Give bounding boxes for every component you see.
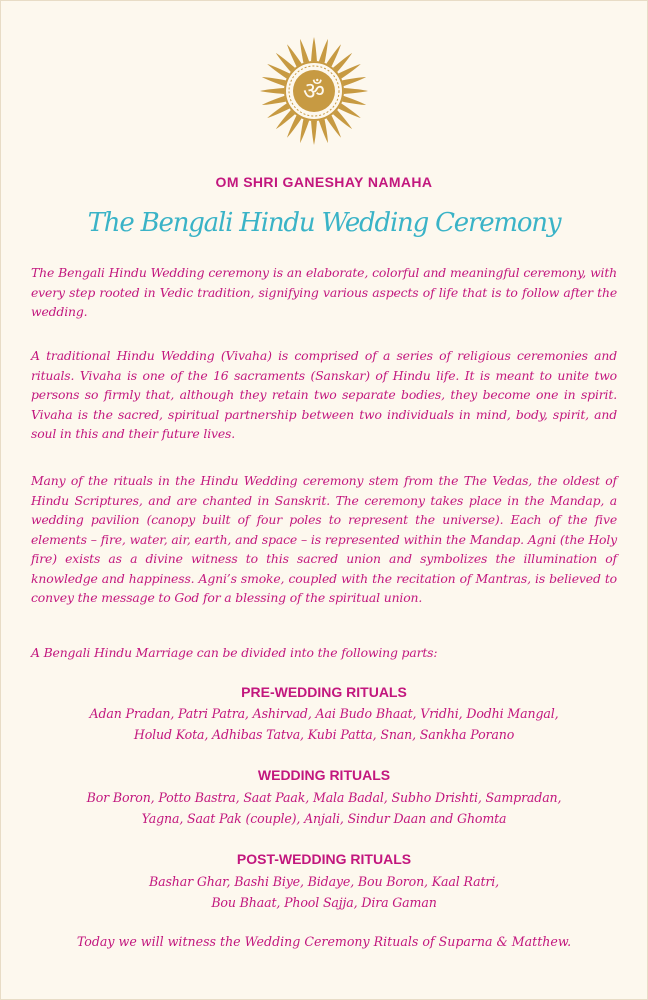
section-heading-wedding: WEDDING RITUALS [257,767,391,783]
paragraph-intro: The Bengali Hindu Wedding ceremony is an elaborate, colorful and meaningful ceremony, with every step rooted in Vedic tradition, signifying various aspects of life that is to follow after the wedding. [31,265,617,319]
ritual-line: Bou Bhaat, Phool Sajja, Dira Gaman [211,894,437,910]
section-items-pre-wedding [30,704,618,745]
sun-ray [311,37,317,61]
sun-ray [300,39,309,63]
svg-text:ॐ: ॐ [303,77,325,105]
ritual-line: Holud Kota, Adhibas Tatva, Kubi Patta, Snan, Sankha Porano [133,726,515,742]
section-heading-pre-wedding: PRE-WEDDING RITUALS [241,684,407,700]
sun-ray [300,119,309,143]
sun-ray [319,119,328,143]
sun-ray [319,39,328,63]
section-items-wedding [30,788,618,829]
ritual-line: Bashar Ghar, Bashi Biye, Bidaye, Bou Boron, Kaal Ratri, [149,874,499,889]
ritual-line: Bor Boron, Potto Bastra, Saat Paak, Mala Badal, Subho Drishti, Sampradan, [86,790,562,805]
sun-ray [311,121,317,145]
section-items-post-wedding [30,872,618,913]
om-sun-icon [259,36,369,146]
ritual-line: Yagna, Saat Pak (couple), Anjali, Sindur Daan and Ghomta [141,810,507,826]
sun-ray [342,77,366,86]
sun-ray [262,96,286,105]
sun-ray [260,88,284,94]
sun-ray [344,88,368,94]
invocation-heading: OM SHRI GANESHAY NAMAHA [215,174,433,190]
paragraph-vedas: Many of the rituals in the Hindu Wedding ceremony stem from the The Vedas, the oldest of Hindu Scriptures, and are chanted in Sanskrit. The ceremony takes place in the Mandap, a wedding pavilion (canopy built of four poles to represent the universe). Each of the five elements – fire, water, air, earth, and space – is represented within the Mandap. Agni (the Holy fire) exists as a divine witness to this sacred union and symbolizes the illumination of knowledge and happiness. Agni’s smoke, coupled with the recitation of Mantras, is believed to convey the message to God for a blessing of the spiritual union. [31,473,617,605]
paragraph-vivaha: A traditional Hindu Wedding (Vivaha) is comprised of a series of religious ceremonies and rituals. Vivaha is one of the 16 sacraments (Sanskar) of Hindu life. It is meant to unite two persons so firmly that, although they retain two separate bodies, they become one in spirit. Vivaha is the sacred, spiritual partnership between two individuals in mind, body, spirit, and soul in this and their future lives. [31,348,617,441]
ritual-line: Adan Pradan, Patri Patra, Ashirvad, Aai Budo Bhaat, Vridhi, Dodhi Mangal, [89,706,559,721]
sun-ray [262,77,286,86]
page-title: The Bengali Hindu Wedding Ceremony [87,208,561,238]
paragraph-parts: A Bengali Hindu Marriage can be divided into the following parts: [31,645,438,660]
closing-line: Today we will witness the Wedding Ceremony Rituals of Suparna & Matthew. [76,934,572,949]
sun-ray [342,96,366,105]
section-heading-post-wedding: POST-WEDDING RITUALS [236,851,412,867]
